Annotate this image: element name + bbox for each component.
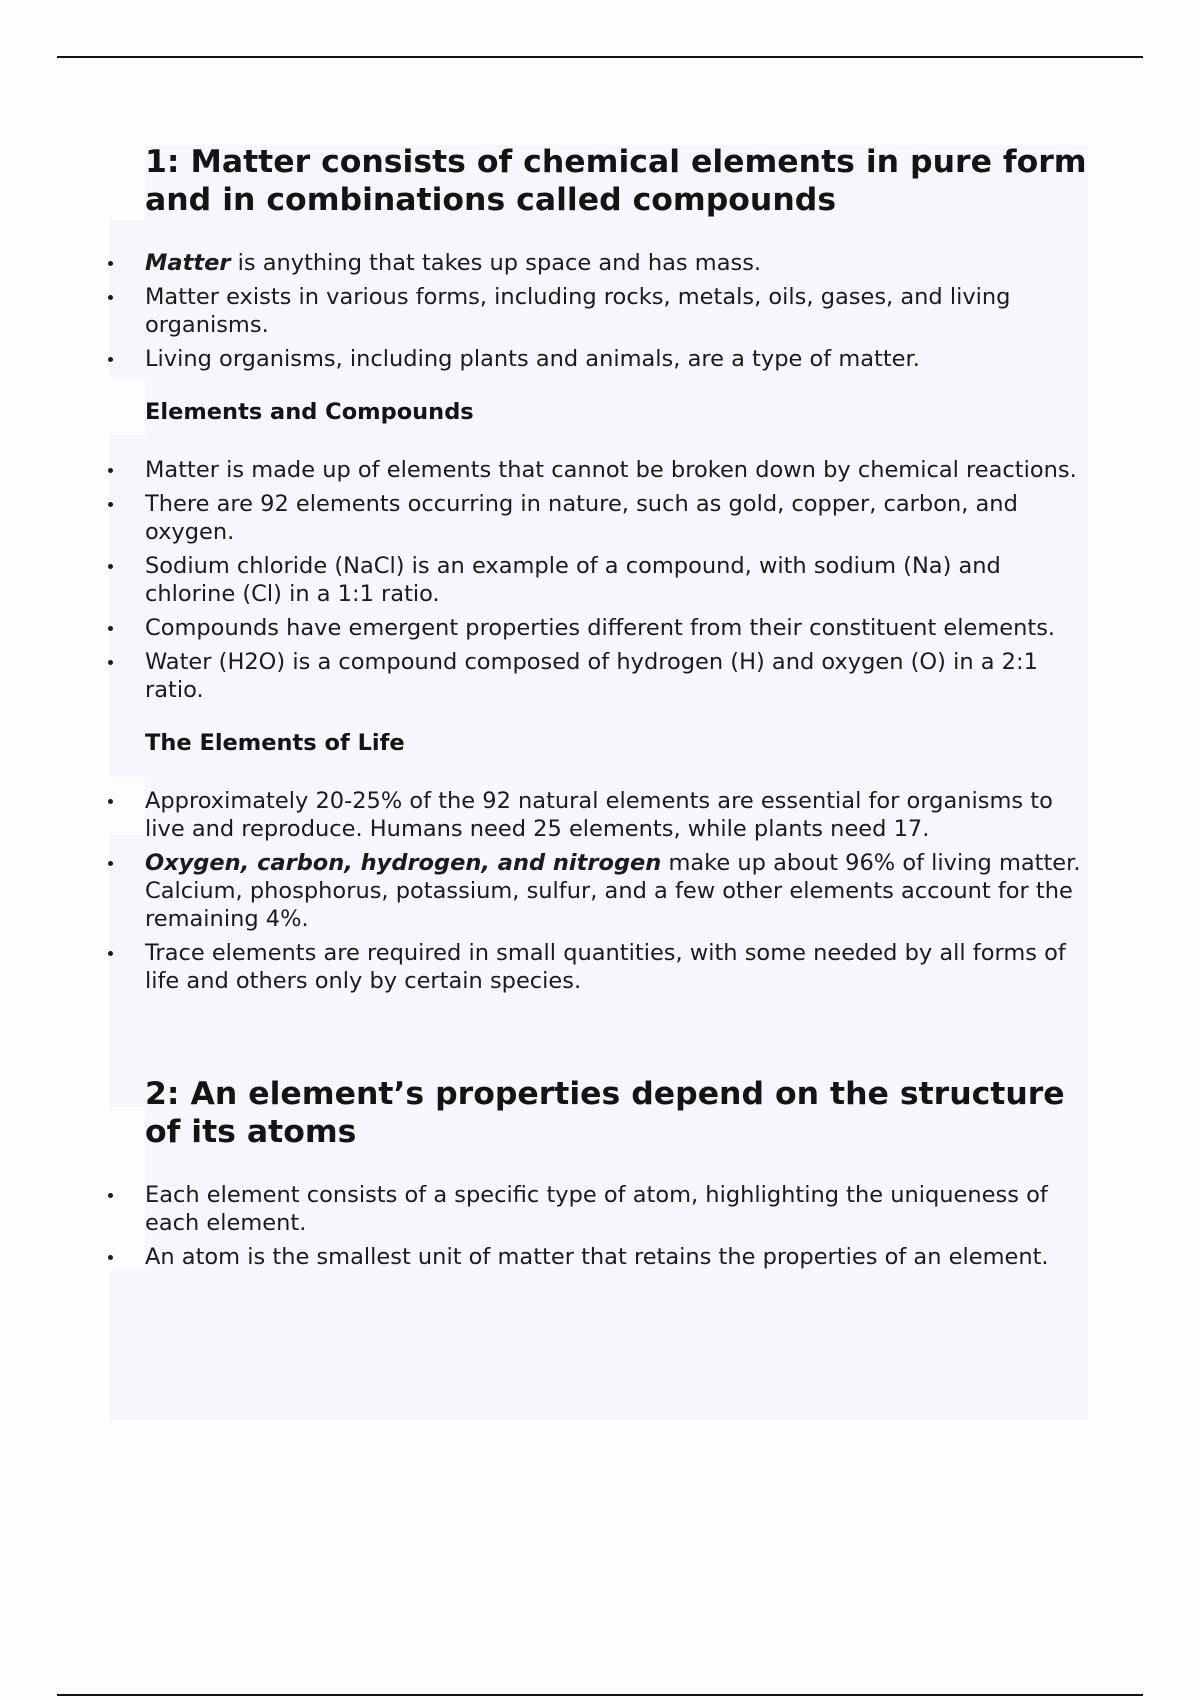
list-item-text: Trace elements are required in small quantities, with some needed by all forms of life and others only by certain species.: [145, 940, 1066, 994]
list-item: [145, 1181, 1090, 1237]
bullet-icon: [108, 626, 113, 631]
list-item: [145, 1243, 1090, 1271]
list-item: [145, 849, 1090, 933]
document-body: [145, 143, 1090, 1277]
list-item-text: Matter exists in various forms, including rocks, metals, oils, gases, and living organisms.: [145, 284, 1011, 338]
list-item-text: Each element consists of a specific type of atom, highlighting the uniqueness of each element.: [145, 1182, 1048, 1236]
bullet-icon: [108, 1193, 113, 1198]
emphasis-term: Matter: [145, 250, 231, 276]
bullet-icon: [108, 295, 113, 300]
subheading-elements-and-compounds: Elements and Compounds: [145, 399, 474, 425]
list-item: [145, 939, 1090, 995]
list-item: [145, 648, 1090, 704]
list-item-text: Compounds have emergent properties different from their constituent elements.: [145, 615, 1056, 641]
bullet-icon: [108, 502, 113, 507]
bullet-icon: [108, 564, 113, 569]
list-item-text: An atom is the smallest unit of matter that retains the properties of an element.: [145, 1244, 1049, 1270]
bullet-icon: [108, 468, 113, 473]
elements-of-life-list: [145, 787, 1090, 995]
bottom-rule: [57, 1694, 1143, 1696]
list-item-text: Sodium chloride (NaCl) is an example of a compound, with sodium (Na) and chlorine (Cl) in a 1:1 ratio.: [145, 553, 1001, 607]
list-item-text: Water (H2O) is a compound composed of hydrogen (H) and oxygen (O) in a 2:1 ratio.: [145, 649, 1038, 703]
list-item-text: There are 92 elements occurring in nature, such as gold, copper, carbon, and oxygen.: [145, 491, 1018, 545]
list-item: [145, 787, 1090, 843]
elements-and-compounds-list: [145, 456, 1090, 704]
list-item-text: make up about 96% of living matter. Calcium, phosphorus, potassium, sulfur, and a few other elements account for the remaining 4%.: [145, 850, 1081, 932]
list-background-4: [110, 1270, 1088, 1420]
subheading-elements-of-life: The Elements of Life: [145, 730, 405, 756]
bullet-icon: [108, 799, 113, 804]
list-item: [145, 345, 1090, 373]
list-item-text: Approximately 20-25% of the 92 natural elements are essential for organisms to live and reproduce. Humans need 25 elements, while plants need 17.: [145, 788, 1053, 842]
list-item: [145, 456, 1090, 484]
list-item-text: Living organisms, including plants and animals, are a type of matter.: [145, 346, 920, 372]
list-item: [145, 490, 1090, 546]
top-rule: [57, 56, 1143, 58]
list-item-text: Matter is made up of elements that cannot be broken down by chemical reactions.: [145, 457, 1077, 483]
list-item: [145, 249, 1090, 277]
bullet-icon: [108, 660, 113, 665]
bullet-icon: [108, 861, 113, 866]
emphasis-term: Oxygen, carbon, hydrogen, and nitrogen: [145, 850, 662, 876]
list-item-text: is anything that takes up space and has mass.: [230, 250, 762, 276]
bullet-icon: [108, 357, 113, 362]
bullet-icon: [108, 1255, 113, 1260]
list-item: [145, 283, 1090, 339]
section-1-intro-list: [145, 249, 1090, 373]
section-2-list: [145, 1181, 1090, 1271]
list-item: [145, 614, 1090, 642]
bullet-icon: [108, 261, 113, 266]
list-item: [145, 552, 1090, 608]
section-2-heading: 2: An element’s properties depend on the structure of its atoms: [145, 1076, 1065, 1150]
bullet-icon: [108, 951, 113, 956]
section-1-heading: 1: Matter consists of chemical elements in pure form and in combinations called compounds: [145, 144, 1087, 218]
